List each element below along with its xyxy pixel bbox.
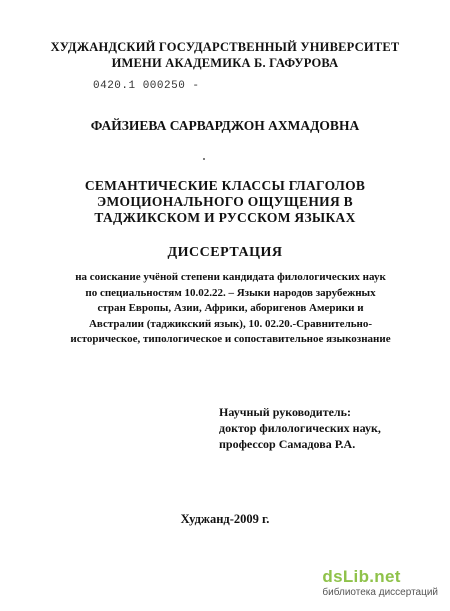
document-type: ДИССЕРТАЦИЯ	[167, 245, 283, 260]
university-name: ХУДЖАНДСКИЙ ГОСУДАРСТВЕННЫЙ УНИВЕРСИТЕТ	[50, 40, 400, 54]
description-line-5: историческое, типологическое и сопоставительное языкознание	[70, 333, 391, 345]
description-line-1: на соискание учёной степени кандидата филологических наук	[75, 271, 386, 283]
description-line-3: стран Европы, Азии, Африки, аборигенов Америки и	[97, 302, 364, 314]
title-line-2: ЭМОЦИОНАЛЬНОГО ОЩУЩЕНИЯ В	[97, 194, 353, 209]
city-year: Худжанд-2009 г.	[180, 512, 270, 526]
title-line-1: СЕМАНТИЧЕСКИЕ КЛАССЫ ГЛАГОЛОВ	[84, 178, 366, 193]
supervisor-label: Научный руководитель:	[219, 405, 351, 419]
supervisor-name: профессор Самадова Р.А.	[219, 437, 356, 451]
description-line-2: по специальностям 10.02.22. – Языки народов зарубежных	[85, 286, 376, 299]
author-name: ФАЙЗИЕВА САРВАРДЖОН АХМАДОВНА	[90, 118, 360, 133]
description-line-4: Австралии (таджикский язык), 10. 02.20.-Сравнительно-	[88, 317, 373, 330]
degree-description	[58, 270, 403, 348]
supervisor-block	[219, 404, 381, 452]
watermark-logo: dsLib.net	[322, 567, 401, 586]
scan-dot	[203, 158, 205, 160]
archive-number: 0420.1 000250 -	[93, 80, 200, 92]
dslib-watermark	[322, 568, 438, 599]
watermark-subtitle: библиотека диссертаций	[322, 587, 438, 598]
university-named-after: ИМЕНИ АКАДЕМИКА Б. ГАФУРОВА	[111, 56, 339, 70]
title-line-3: ТАДЖИКСКОМ И РУССКОМ ЯЗЫКАХ	[94, 210, 356, 225]
supervisor-degree: доктор филологических наук,	[219, 421, 381, 435]
